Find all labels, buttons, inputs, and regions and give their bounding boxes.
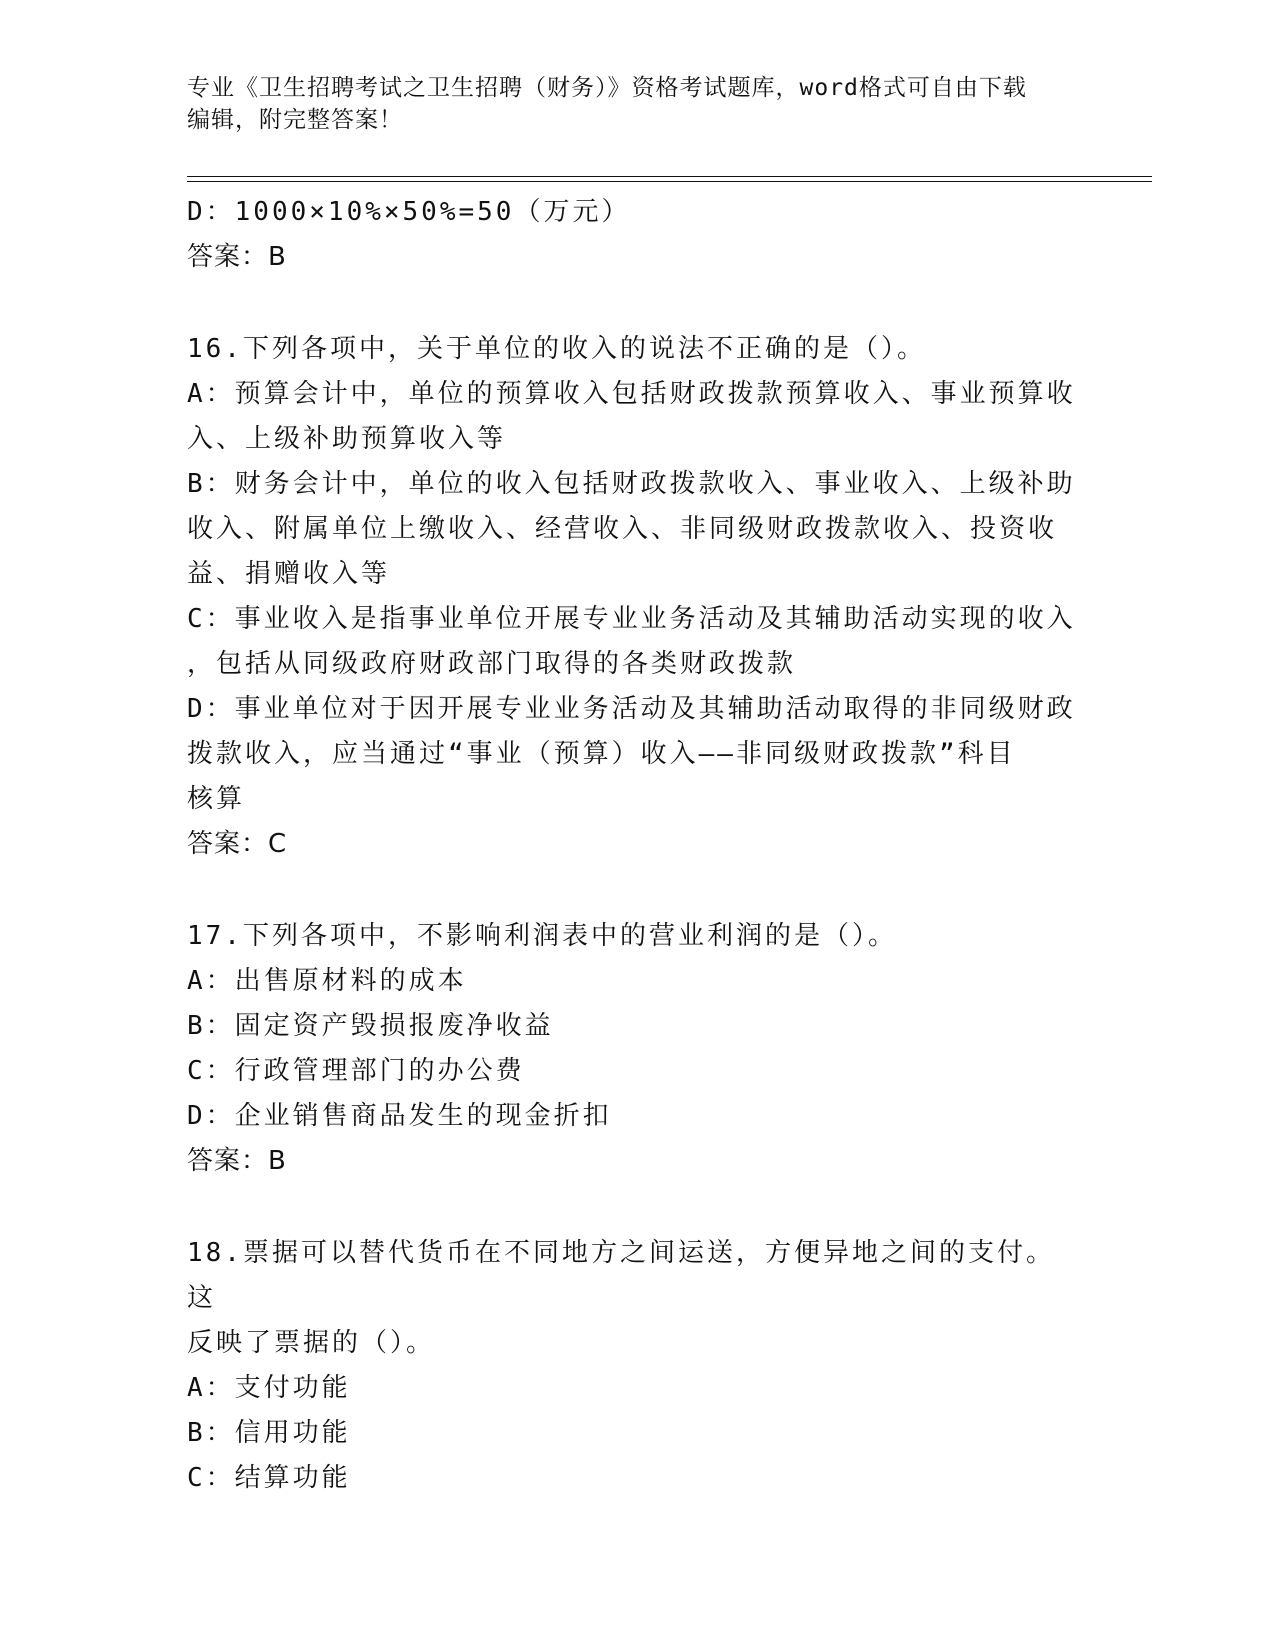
option-b: B：固定资产毁损报废净收益 (187, 1011, 554, 1041)
option-b: B：财务会计中，单位的收入包括财政拨款收入、事业收入、上级补助 (187, 469, 1076, 499)
question-stem: 16.下列各项中，关于单位的收入的说法不正确的是（）。 (187, 334, 926, 364)
question-18 (187, 1231, 1077, 1501)
question-17 (187, 914, 1077, 1184)
option-d: D：事业单位对于因开展专业业务活动及其辅助活动取得的非同级财政 (187, 694, 1076, 724)
option-c: C：结算功能 (187, 1463, 351, 1493)
question-stem: 17.下列各项中，不影响利润表中的营业利润的是（）。 (187, 921, 897, 951)
question-stem-cont: 反映了票据的（）。 (187, 1328, 436, 1358)
header-rule-top (187, 176, 1152, 177)
option-a-cont: 入、上级补助预算收入等 (187, 424, 507, 454)
option-c: C：事业收入是指事业单位开展专业业务活动及其辅助活动实现的收入 (187, 604, 1076, 634)
option-b: B：信用功能 (187, 1418, 351, 1448)
question-content (187, 190, 1077, 1501)
document-header (187, 72, 1067, 136)
answer-line: 答案：C (187, 829, 288, 859)
option-c-cont: ，包括从同级政府财政部门取得的各类财政拨款 (187, 649, 797, 679)
option-d: D：企业销售商品发生的现金折扣 (187, 1101, 612, 1131)
option-d-cont: 拨款收入，应当通过“事业（预算）收入——非同级财政拨款”科目 (187, 739, 1016, 769)
header-line-1: 专业《卫生招聘考试之卫生招聘（财务）》资格考试题库，word格式可自由下载 (187, 75, 1027, 101)
option-d: D：1000×10%×50%=50（万元） (187, 197, 631, 227)
option-a: A：支付功能 (187, 1373, 351, 1403)
option-b-cont: 收入、附属单位上缴收入、经营收入、非同级财政拨款收入、投资收 (187, 514, 1058, 544)
header-rule-bottom (187, 181, 1152, 182)
question-stem: 18.票据可以替代货币在不同地方之间运送，方便异地之间的支付。这 (187, 1238, 1055, 1313)
previous-question-tail (187, 190, 1077, 280)
question-16 (187, 327, 1077, 867)
header-line-2: 编辑，附完整答案！ (187, 107, 403, 133)
option-d-cont-2: 核算 (187, 784, 246, 814)
option-c: C：行政管理部门的办公费 (187, 1056, 525, 1086)
option-a: A：预算会计中，单位的预算收入包括财政拨款预算收入、事业预算收 (187, 379, 1076, 409)
answer-line: 答案：B (187, 1146, 287, 1176)
answer-line: 答案：B (187, 242, 287, 272)
option-a: A：出售原材料的成本 (187, 966, 467, 996)
option-b-cont-2: 益、捐赠收入等 (187, 559, 391, 589)
